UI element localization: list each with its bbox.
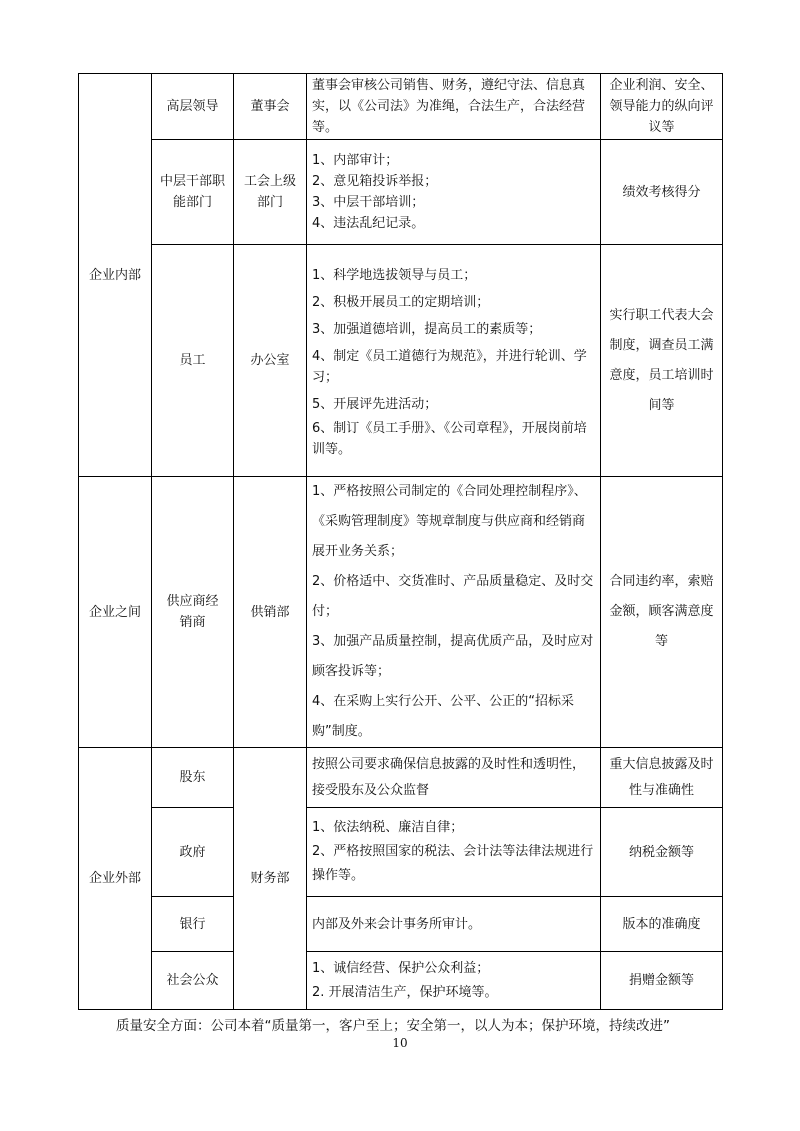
evaluation-cell: 合同违约率，索赔金额，顾客满意度等 — [601, 477, 723, 748]
body-paragraph: 质量安全方面：公司本着“质量第一，客户至上；安全第一，以人为本；保护环境，持续改进” — [116, 1018, 670, 1034]
table-row — [79, 245, 723, 477]
stakeholder-cell: 政府 — [152, 808, 234, 897]
table-row — [79, 140, 723, 245]
category-cell: 企业之间 — [79, 477, 152, 748]
measure-line: 1、依法纳税、廉洁自律； — [312, 820, 464, 835]
stakeholder-cell: 银行 — [152, 897, 234, 952]
department-cell: 财务部 — [234, 748, 307, 1010]
measure-line: 董事会审核公司销售、财务，遵纪守法、信息真实，以《公司法》为准绳，合法生产，合法经营等。 — [312, 78, 586, 135]
measures-cell — [307, 897, 601, 952]
table-row — [79, 477, 723, 748]
table-row — [79, 748, 723, 808]
stakeholder-cell: 员工 — [152, 245, 234, 477]
evaluation-cell: 绩效考核得分 — [601, 140, 723, 245]
table-row — [79, 897, 723, 952]
measure-line: 1、内部审计； — [312, 153, 399, 168]
measure-line: 4、制定《员工道德行为规范》，并进行轮训、学习； — [312, 348, 587, 385]
measure-line: 3、加强产品质量控制，提高优质产品，及时应对顾客投诉等； — [312, 634, 594, 679]
measures-cell — [307, 748, 601, 808]
measure-line: 2、价格适中、交货准时、产品质量稳定、及时交付； — [312, 574, 594, 619]
department-cell: 供销部 — [234, 477, 307, 748]
measures-cell — [307, 952, 601, 1010]
measure-line: 按照公司要求确保信息披露的及时性和透明性，接受股东及公众监督 — [312, 756, 586, 798]
category-cell: 企业内部 — [79, 74, 152, 477]
measure-line: 2、意见箱投诉举报； — [312, 174, 438, 189]
category-cell: 企业外部 — [79, 748, 152, 1010]
table-row — [79, 952, 723, 1010]
measure-line: 3、加强道德培训，提高员工的素质等； — [312, 321, 542, 337]
department-cell: 董事会 — [234, 74, 307, 140]
evaluation-cell: 重大信息披露及时性与准确性 — [601, 748, 723, 808]
measures-cell — [307, 74, 601, 140]
measures-cell — [307, 477, 601, 748]
measure-line: 内部及外来会计事务所审计。 — [312, 916, 482, 932]
evaluation-cell: 版本的准确度 — [601, 897, 723, 952]
evaluation-cell: 捐赠金额等 — [601, 952, 723, 1010]
measure-line: 4、在采购上实行公开、公平、公正的“招标采购”制度。 — [312, 694, 575, 739]
measure-line: 4、违法乱纪记录。 — [312, 216, 425, 231]
measure-line: 6、制订《员工手册》、《公司章程》，开展岗前培训等。 — [312, 420, 587, 457]
measures-cell — [307, 245, 601, 477]
evaluation-cell: 实行职工代表大会制度，调查员工满意度，员工培训时间等 — [601, 245, 723, 477]
measure-line: 5、开展评先进活动； — [312, 396, 438, 412]
evaluation-cell: 企业利润、安全、领导能力的纵向评议等 — [601, 74, 723, 140]
department-cell: 工会上级部门 — [234, 140, 307, 245]
responsibility-table — [78, 73, 723, 1010]
stakeholder-cell: 中层干部职能部门 — [152, 140, 234, 245]
stakeholder-cell: 社会公众 — [152, 952, 234, 1010]
measure-line: 1、诚信经营、保护公众利益； — [312, 960, 490, 976]
stakeholder-cell: 股东 — [152, 748, 234, 808]
measures-cell — [307, 140, 601, 245]
measures-cell — [307, 808, 601, 897]
measure-line: 2、严格按照国家的税法、会计法等法律法规进行操作等。 — [312, 844, 594, 883]
measure-line: 2. 开展清洁生产，保护环境等。 — [312, 984, 498, 1000]
stakeholder-cell: 高层领导 — [152, 74, 234, 140]
stakeholder-cell: 供应商经销商 — [152, 477, 234, 748]
measure-line: 1、严格按照公司制定的《合同处理控制程序》、《采购管理制度》等规章制度与供应商和经销商展开业务关系； — [312, 484, 587, 559]
measure-line: 2、积极开展员工的定期培训； — [312, 294, 490, 310]
measure-line: 3、中层干部培训； — [312, 195, 425, 210]
evaluation-cell: 纳税金额等 — [601, 808, 723, 897]
department-cell: 办公室 — [234, 245, 307, 477]
table-row — [79, 74, 723, 140]
table-row — [79, 808, 723, 897]
page-number: 10 — [392, 1036, 408, 1050]
measure-line: 1、科学地选拔领导与员工； — [312, 267, 477, 283]
